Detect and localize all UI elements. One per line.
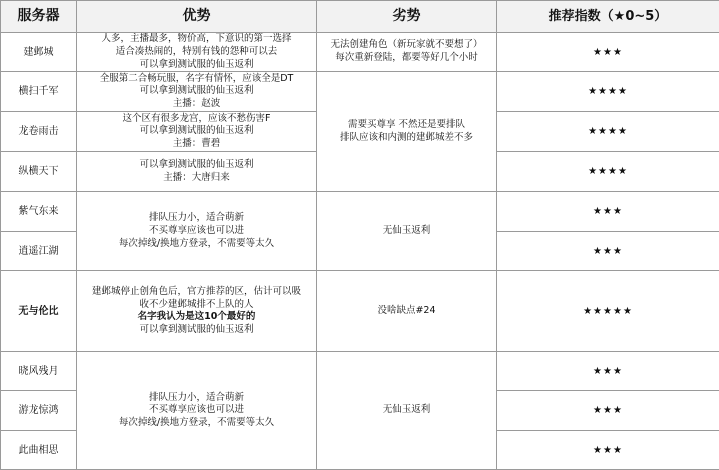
disadvantage-line: 无法创建角色（新玩家就不要想了） [317,39,496,52]
server-name: 紫气东来 [1,192,77,232]
advantage-line: 适合凑热闹的，特别有钱的怨种可以去 [77,46,316,59]
disadvantage-line: 无仙玉返利 [317,225,496,238]
server-name: 此曲相思 [1,431,77,470]
rating-stars: ★★★ [497,192,719,232]
disadvantage-cell [317,271,497,352]
advantage-line: 主播：赵波 [77,98,316,111]
advantage-line: 全服第二合畅玩服，名字有情怀，应该全是DT [77,73,316,86]
server-name: 晓风残月 [1,352,77,391]
table-row [1,271,719,352]
table-row [1,72,719,112]
advantage-line-highlight: 名字我认为是这10个最好的 [77,311,316,324]
rating-stars: ★★★★ [497,152,719,192]
advantage-line: 可以拿到测试服的仙玉返利 [77,85,316,98]
advantage-line: 每次掉线/换地方登录，不需要等太久 [77,417,316,430]
disadvantage-cell [317,352,497,470]
disadvantage-cell [317,192,497,271]
disadvantage-line: 没啥缺点#24 [317,305,496,318]
advantage-line: 可以拿到测试服的仙玉返利 [77,159,316,172]
rating-stars: ★★★ [497,232,719,271]
server-name: 逍遥江湖 [1,232,77,271]
advantage-cell [77,192,317,271]
server-name: 游龙惊鸿 [1,391,77,431]
header-row [1,1,719,33]
header-disadvantage: 劣势 [317,1,497,33]
table-row [1,33,719,72]
server-name: 纵横天下 [1,152,77,192]
advantage-cell [77,152,317,192]
advantage-cell [77,271,317,352]
advantage-line: 建邺城停止创角色后，官方推荐的区，估计可以吸 [77,286,316,299]
rating-stars: ★★★ [497,352,719,391]
advantage-line: 每次掉线/换地方登录，不需要等太久 [77,238,316,251]
advantage-line: 可以拿到测试服的仙玉返利 [77,125,316,138]
server-name: 建邺城 [1,33,77,72]
advantage-cell [77,352,317,470]
disadvantage-line: 需要买尊享 不然还是要排队 [317,119,496,132]
disadvantage-line: 每次重新登陆，都要等好几个小时 [317,52,496,65]
rating-stars: ★★★ [497,33,719,72]
advantage-line: 主播：曹碧 [77,138,316,151]
rating-stars: ★★★ [497,391,719,431]
advantage-cell [77,112,317,152]
disadvantage-line: 排队应该和内测的建邺城差不多 [317,132,496,145]
advantage-line: 可以拿到测试服的仙玉返利 [77,59,316,72]
server-name: 无与伦比 [1,271,77,352]
disadvantage-line: 无仙玉返利 [317,404,496,417]
table-row [1,352,719,391]
disadvantage-cell [317,33,497,72]
advantage-line: 不买尊享应该也可以进 [77,404,316,417]
advantage-line: 排队压力小，适合萌新 [77,212,316,225]
header-advantage: 优势 [77,1,317,33]
advantage-line: 收不少建邺城排不上队的人 [77,299,316,312]
disadvantage-cell [317,72,497,192]
server-name: 龙卷雨击 [1,112,77,152]
advantage-line: 这个区有很多龙宫，应该不愁伤害F [77,113,316,126]
advantage-cell [77,72,317,112]
advantage-line: 人多，主播最多，物价高，下意识的第一选择 [77,33,316,46]
table-row [1,192,719,232]
advantage-line: 排队压力小，适合萌新 [77,392,316,405]
rating-stars: ★★★★ [497,72,719,112]
header-rating: 推荐指数（★0~5） [497,1,719,33]
rating-stars: ★★★★★ [497,271,719,352]
rating-stars: ★★★★ [497,112,719,152]
advantage-line: 主播：大唐归来 [77,172,316,185]
advantage-line: 可以拿到测试服的仙玉返利 [77,324,316,337]
server-name: 横扫千军 [1,72,77,112]
advantage-line: 不买尊享应该也可以进 [77,225,316,238]
header-server: 服务器 [1,1,77,33]
rating-stars: ★★★ [497,431,719,470]
advantage-cell [77,33,317,72]
